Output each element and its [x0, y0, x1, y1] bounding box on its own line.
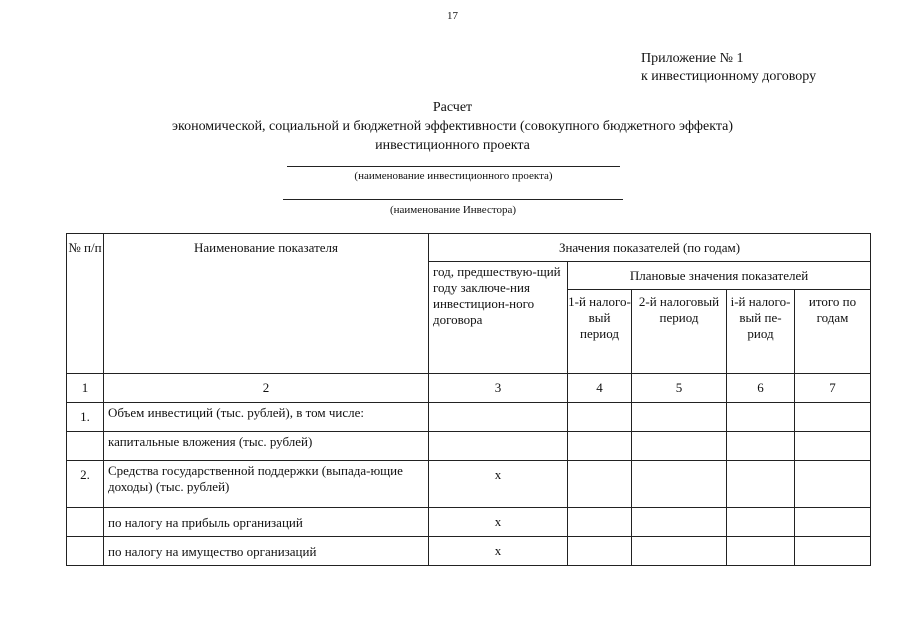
row-cell: [568, 432, 632, 461]
row-cell: [632, 432, 727, 461]
col-number: 7: [795, 374, 871, 403]
row-num: [67, 508, 104, 537]
header-period-i: i-й налого-вый пе-риод: [727, 290, 795, 374]
row-name: по налогу на прибыль организаций: [104, 508, 429, 537]
row-cell: [568, 461, 632, 508]
row-cell: [795, 403, 871, 432]
title-line-2: экономической, социальной и бюджетной эффективности (совокупного бюджетного эффекта): [171, 119, 734, 134]
investor-name-line: [283, 199, 623, 200]
row-cell: [795, 461, 871, 508]
row-cell: [632, 461, 727, 508]
project-name-caption: (наименование инвестиционного проекта): [354, 170, 553, 182]
appendix-line-1: Приложение № 1: [641, 51, 744, 66]
header-prev-year: год, предшествую-щий году заключе-ния инвестицион-ного договора: [429, 262, 568, 374]
col-number: 2: [104, 374, 429, 403]
row-cell: [727, 537, 795, 566]
row-cell: [727, 461, 795, 508]
header-planned: Плановые значения показателей: [568, 262, 871, 290]
row-num: [67, 432, 104, 461]
row-cell: [568, 537, 632, 566]
document-title: [0, 98, 905, 155]
row-num: 1.: [67, 403, 104, 432]
header-values: Значения показателей (по годам): [429, 234, 871, 262]
row-cell: [632, 508, 727, 537]
row-prev-year-value: x: [429, 508, 568, 537]
row-cell: [795, 508, 871, 537]
col-number: 3: [429, 374, 568, 403]
row-name: Средства государственной поддержки (выпада-ющие доходы) (тыс. рублей): [104, 461, 429, 508]
title-line-3: инвестиционного проекта: [375, 138, 530, 153]
header-num: № п/п: [67, 234, 104, 374]
col-number: 6: [727, 374, 795, 403]
project-name-line: [287, 166, 620, 167]
row-name: Объем инвестиций (тыс. рублей), в том числе:: [104, 403, 429, 432]
header-period-1: 1-й налого-вый период: [568, 290, 632, 374]
row-name: по налогу на имущество организаций: [104, 537, 429, 566]
row-num: [67, 537, 104, 566]
header-name: Наименование показателя: [104, 234, 429, 374]
row-prev-year-value: x: [429, 537, 568, 566]
table-row: [67, 461, 871, 508]
row-cell: [795, 537, 871, 566]
row-cell: [727, 432, 795, 461]
title-line-1: Расчет: [432, 100, 473, 115]
row-prev-year-value: x: [429, 461, 568, 508]
header-total: итого по годам: [795, 290, 871, 374]
page-number: 17: [447, 10, 458, 22]
row-cell: [795, 432, 871, 461]
col-number: 1: [67, 374, 104, 403]
row-prev-year-value: [429, 432, 568, 461]
indicators-table: [66, 233, 871, 566]
table-row: [67, 432, 871, 461]
col-number: 4: [568, 374, 632, 403]
table-row: [67, 537, 871, 566]
row-cell: [632, 403, 727, 432]
appendix-line-2: к инвестиционному договору: [641, 69, 817, 84]
row-prev-year-value: [429, 403, 568, 432]
table-row: [67, 508, 871, 537]
row-cell: [632, 537, 727, 566]
col-number: 5: [632, 374, 727, 403]
row-cell: [568, 403, 632, 432]
row-name: капитальные вложения (тыс. рублей): [104, 432, 429, 461]
appendix-note: [641, 50, 816, 86]
header-period-2: 2-й налоговый период: [632, 290, 727, 374]
investor-name-caption: (наименование Инвестора): [389, 204, 517, 216]
row-cell: [727, 508, 795, 537]
row-num: 2.: [67, 461, 104, 508]
row-cell: [568, 508, 632, 537]
row-cell: [727, 403, 795, 432]
table-row: [67, 403, 871, 432]
